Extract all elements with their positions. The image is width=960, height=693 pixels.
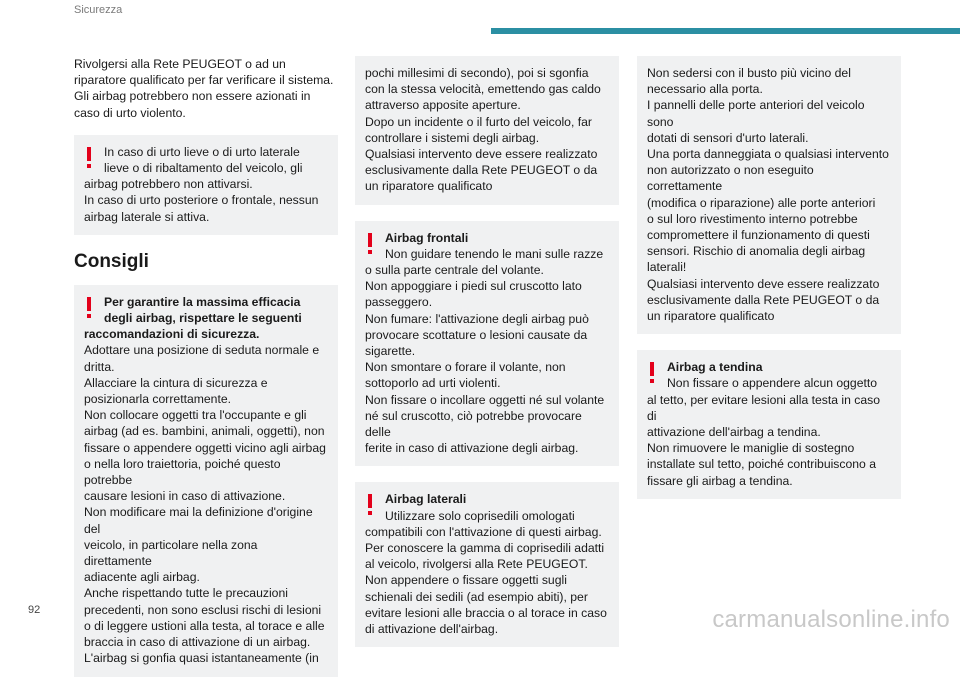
- warning-body: [647, 392, 891, 489]
- header-accent-bar: [491, 28, 960, 34]
- text-line: o di leggere ustioni alla testa, al torace e alle: [84, 618, 325, 633]
- text-line: ferite in caso di attivazione degli airbag.: [365, 441, 579, 456]
- text-line: pochi millesimi di secondo), poi si sgonfia: [365, 66, 589, 80]
- text-line: Non collocare oggetti tra l'occupante e gli: [84, 408, 307, 423]
- text-line: installate sul tetto, poiché contribuiscono a: [647, 457, 876, 472]
- text-line: Dopo un incidente o il furto del veicolo, far: [365, 114, 592, 129]
- text-line: airbag laterale si attiva.: [84, 209, 210, 224]
- text-line: necessario alla porta.: [647, 82, 763, 97]
- warning-icon: [649, 362, 655, 384]
- warning-box-minor-impact: [74, 135, 338, 235]
- text-line: evitare lesioni alle braccia o al torace in caso: [365, 605, 607, 620]
- warning-icon: [367, 233, 373, 255]
- text-line: controllare i sistemi degli airbag.: [365, 130, 540, 145]
- column-1: [74, 56, 338, 693]
- text-line: Non appoggiare i piedi sul cruscotto lato: [365, 279, 582, 294]
- text-line: compatibili con l'attivazione di questi airbag.: [365, 524, 602, 539]
- text-line: esclusivamente dalla Rete PEUGEOT o da: [365, 163, 598, 178]
- info-box-continued: [355, 56, 619, 205]
- intro-paragraph: [74, 56, 338, 121]
- warning-title: Airbag a tendina: [667, 360, 763, 375]
- text-line: dritta.: [84, 359, 115, 374]
- warning-box-recommendations: [74, 285, 338, 677]
- text-line: attraverso apposite aperture.: [365, 98, 521, 113]
- text-line: Non smontare o forare il volante, non: [365, 360, 566, 375]
- text-line: fissare gli airbag a tendina.: [647, 473, 793, 488]
- text-line: degli airbag, rispettare le seguenti: [104, 311, 302, 326]
- text-line: causare lesioni in caso di attivazione.: [84, 489, 286, 504]
- text-line: riparatore qualificato per far verificare il sistema.: [74, 73, 334, 88]
- warning-icon: [367, 494, 373, 516]
- warning-title: Airbag frontali: [385, 230, 469, 245]
- text-line: Gli airbag potrebbero non essere azionati in: [74, 89, 311, 104]
- text-line: veicolo, in particolare nella zona direttamente: [84, 537, 258, 569]
- text-line: Non fissare o incollare oggetti né sul volante: [365, 392, 605, 407]
- text-line: attivazione dell'airbag a tendina.: [647, 425, 821, 440]
- text-line: lieve o di ribaltamento del veicolo, gli: [104, 161, 303, 176]
- text-line: I pannelli delle porte anteriori del veicolo sono: [647, 98, 865, 129]
- warning-box-front-airbags: [355, 221, 619, 467]
- warning-lead-bold: [84, 294, 328, 326]
- text-line: o sul loro rivestimento interno potrebbe: [647, 211, 858, 226]
- column-3: [637, 56, 901, 515]
- text-line: o nella loro traiettoria, poiché questo potrebbe: [84, 456, 281, 488]
- warning-body: [84, 342, 328, 666]
- text-line: Qualsiasi intervento deve essere realizzato: [647, 276, 880, 291]
- text-line: sigarette.: [365, 344, 416, 359]
- text-line: Non appendere o fissare oggetti sugli: [365, 573, 567, 588]
- page-number: 92: [28, 604, 41, 616]
- text-line: Non fumare: l'attivazione degli airbag può: [365, 311, 589, 326]
- text-line: sensori. Rischio di anomalia degli airbag: [647, 244, 866, 259]
- text-line: non autorizzato o non eseguito correttamente: [647, 163, 814, 194]
- warning-box-curtain-airbags: [637, 350, 901, 499]
- text-line: passeggero.: [365, 295, 433, 310]
- text-line: In caso di urto lieve o di urto laterale: [104, 144, 300, 159]
- section-header-title: Sicurezza: [74, 4, 123, 16]
- text-line: Anche rispettando tutte le precauzioni: [84, 586, 288, 601]
- text-line: In caso di urto posteriore o frontale, nessun: [84, 193, 319, 208]
- text-line: L'airbag si gonfia quasi istantaneamente (in: [84, 651, 319, 666]
- text-line: al veicolo, rivolgersi alla Rete PEUGEOT.: [365, 557, 588, 572]
- warning-icon: [86, 297, 92, 319]
- text-line: dotati di sensori d'urto laterali.: [647, 130, 809, 145]
- text-line: adiacente agli airbag.: [84, 570, 200, 585]
- text-line: caso di urto violento.: [74, 105, 186, 120]
- text-line: Qualsiasi intervento deve essere realizzato: [365, 147, 598, 162]
- warning-box-side-airbags: [355, 482, 619, 647]
- text-line: provocare scottature o lesioni causate da: [365, 327, 588, 342]
- text-line: Rivolgersi alla Rete PEUGEOT o ad un: [74, 57, 286, 71]
- column-2: [355, 56, 619, 663]
- text-line: compromettere il funzionamento di questi: [647, 228, 870, 243]
- text-line: sottoporlo ad urti violenti.: [365, 376, 501, 391]
- warning-icon: [86, 147, 92, 169]
- text-line: Una porta danneggiata o qualsiasi intervento: [647, 147, 889, 162]
- text-line: un riparatore qualificato: [365, 179, 493, 194]
- watermark: carmanualsonline.info: [712, 606, 950, 633]
- warning-body: [84, 176, 328, 225]
- text-line: posizionarla correttamente.: [84, 392, 231, 407]
- text-line: esclusivamente dalla Rete PEUGEOT o da: [647, 292, 880, 307]
- info-box-door-sensors: [637, 56, 901, 334]
- text-line: di attivazione dell'airbag.: [365, 622, 499, 637]
- warning-body: [365, 524, 609, 637]
- text-line: precedenti, non sono esclusi rischi di lesioni: [84, 602, 322, 617]
- text-line: Non rimuovere le maniglie di sostegno: [647, 441, 855, 456]
- warning-lead: [365, 246, 609, 262]
- warning-lead-bold-end: raccomandazioni di sicurezza.: [84, 327, 260, 342]
- text-line: Non fissare o appendere alcun oggetto: [667, 376, 878, 391]
- warning-body: [365, 262, 609, 456]
- warning-lead: [647, 375, 891, 391]
- text-line: Non guidare tenendo le mani sulle razze: [385, 246, 604, 261]
- text-line: airbag potrebbero non attivarsi.: [84, 177, 253, 192]
- text-line: Allacciare la cintura di sicurezza e: [84, 375, 268, 390]
- text-line: (modifica o riparazione) alle porte anteriori: [647, 195, 876, 210]
- text-line: laterali!: [647, 260, 687, 275]
- text-line: Per conoscere la gamma di coprisedili adatti: [365, 541, 605, 556]
- text-line: Per garantire la massima efficacia: [104, 294, 301, 309]
- warning-lead: [365, 508, 609, 524]
- text-line: né sul cruscotto, ciò potrebbe provocare delle: [365, 408, 582, 440]
- text-line: un riparatore qualificato: [647, 309, 775, 324]
- text-line: fissare o appendere oggetti vicino agli airbag: [84, 440, 326, 455]
- text-line: braccia in caso di attivazione di un airbag.: [84, 635, 311, 650]
- text-line: Non modificare mai la definizione d'origine del: [84, 505, 313, 536]
- text-line: con la stessa velocità, emettendo gas caldo: [365, 82, 601, 97]
- warning-title: Airbag laterali: [385, 492, 467, 507]
- text-line: Utilizzare solo coprisedili omologati: [385, 508, 575, 523]
- text-line: schienali dei sedili (ad esempio abiti), per: [365, 589, 588, 604]
- text-line: al tetto, per evitare lesioni alla testa in caso di: [647, 392, 881, 423]
- text-line: Non sedersi con il busto più vicino del: [647, 66, 851, 80]
- text-line: Adottare una posizione di seduta normale e: [84, 343, 320, 358]
- section-title-consigli: Consigli: [74, 250, 149, 272]
- text-line: airbag (ad es. bambini, animali, oggetti), non: [84, 424, 325, 439]
- text-line: o sulla parte centrale del volante.: [365, 263, 544, 278]
- warning-lead: [84, 144, 328, 176]
